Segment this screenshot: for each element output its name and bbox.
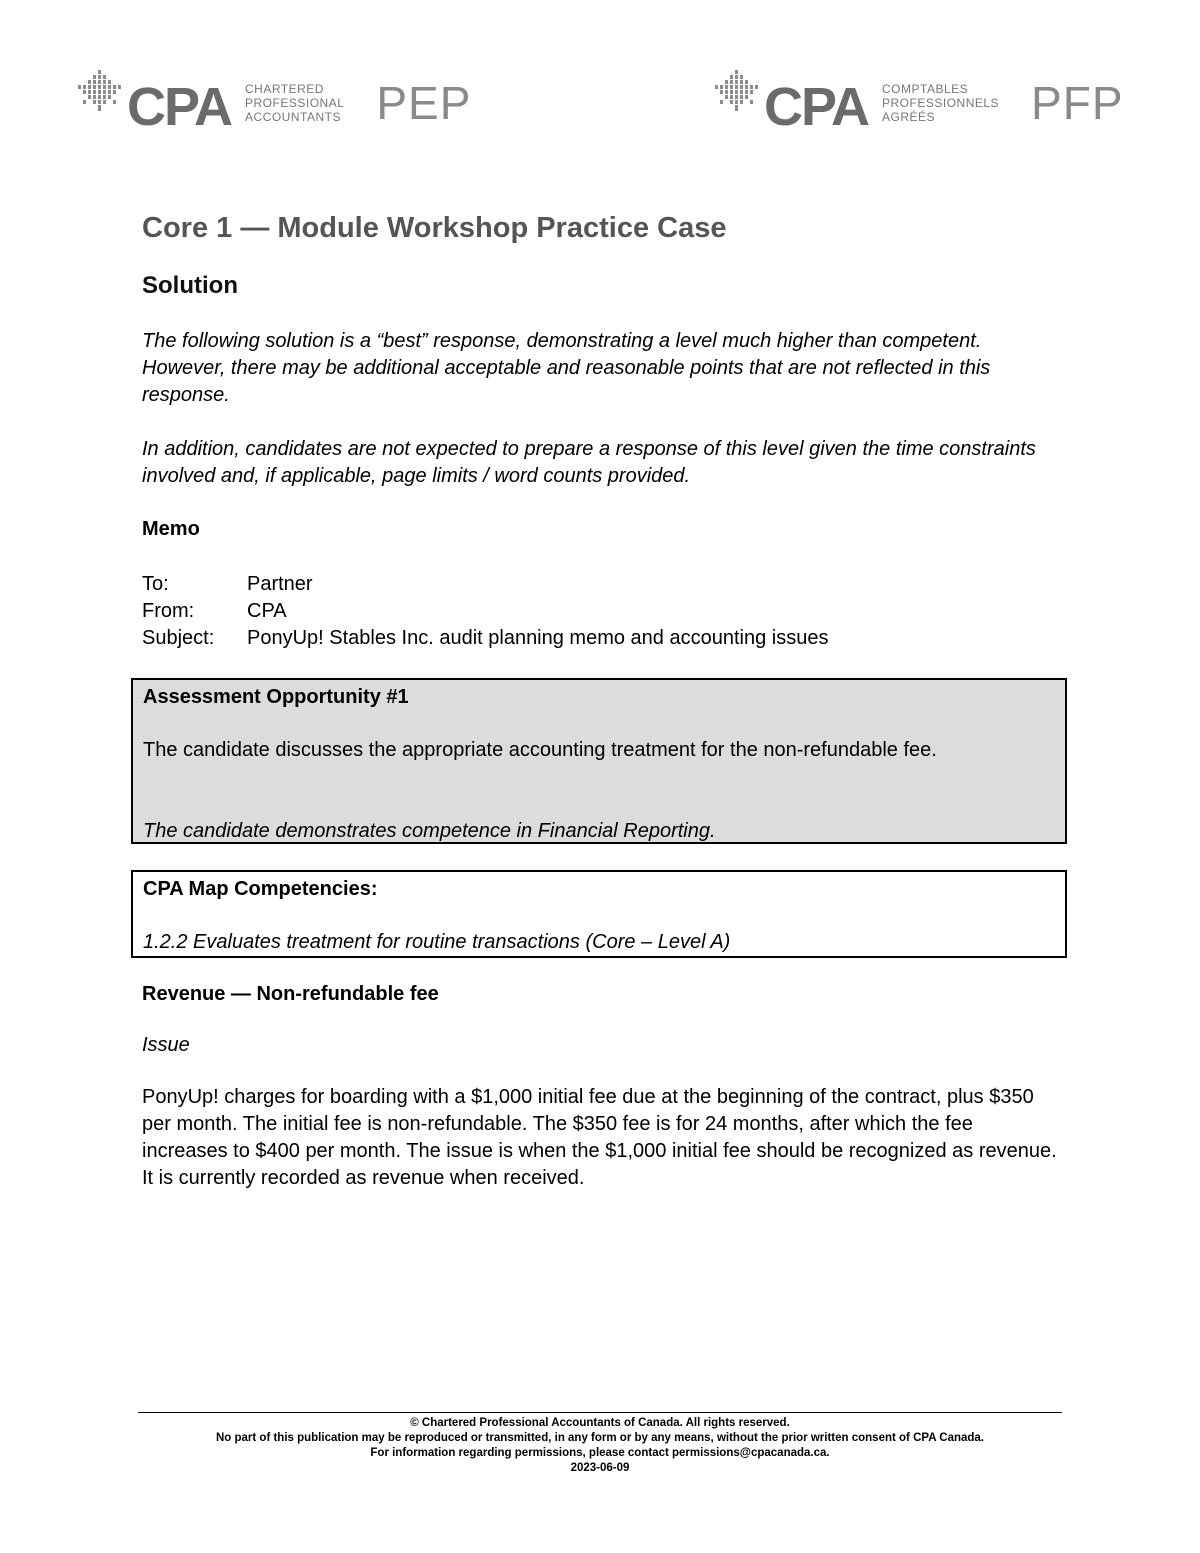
maple-leaf-icon (75, 68, 125, 128)
cpa-wordmark: CPA (127, 77, 232, 137)
footer-date: 2023-06-09 (570, 1462, 630, 1474)
memo-from-row (142, 598, 287, 625)
logo-tagline: COMPTABLES PROFESSIONNELS AGRÉÉS (882, 82, 1000, 124)
memo-from-label: From: (142, 600, 195, 622)
competencies-title: CPA Map Competencies: (143, 878, 378, 900)
assessment-competence: The candidate demonstrates competence in Financial Reporting. (143, 820, 716, 842)
page-subtitle: Solution (142, 272, 238, 299)
assessment-body: The candidate discusses the appropriate accounting treatment for the non-refundable fee. (143, 739, 937, 761)
footer-permissions: For information regarding permissions, please contact permissions@cpacanada.ca. (370, 1447, 830, 1459)
footer-copyright: © Chartered Professional Accountants of Canada. All rights reserved. (410, 1417, 790, 1429)
issue-text: PonyUp! charges for boarding with a $1,000 initial fee due at the beginning of the contract, plus $350 per month. The initial fee is non-refundable. The $350 fee is for 24 months, after which the fee increases to $400 per month. The issue is when the $1,000 initial fee should be recognized as revenue. It is currently recorded as revenue when received. (142, 1086, 1057, 1189)
maple-leaf-icon (712, 68, 762, 128)
page-title: Core 1 — Module Workshop Practice Case (142, 212, 727, 244)
logo-tagline: CHARTERED PROFESSIONAL ACCOUNTANTS (245, 82, 345, 124)
footer-notice: No part of this publication may be reproduced or transmitted, in any form or by any means, without the prior written consent of CPA Canada. (215, 1432, 985, 1444)
issue-label: Issue (142, 1034, 190, 1056)
intro-paragraph-2: In addition, candidates are not expected to prepare a response of this level given the time constraints involved and, if applicable, page limits / word counts provided. (142, 438, 1036, 487)
competencies-item: 1.2.2 Evaluates treatment for routine transactions (Core – Level A) (143, 931, 731, 953)
memo-subject-label: Subject: (142, 627, 215, 649)
assessment-title: Assessment Opportunity #1 (143, 686, 409, 708)
memo-subject-value: PonyUp! Stables Inc. audit planning memo and accounting issues (247, 627, 829, 649)
cpa-pep-logo (75, 58, 471, 138)
assessment-opportunity-box (131, 678, 1067, 844)
memo-to-value: Partner (247, 573, 313, 595)
memo-to-label: To: (142, 573, 169, 595)
footer (100, 1416, 1100, 1476)
competencies-box (131, 870, 1067, 958)
cpa-pfp-logo (712, 58, 1124, 138)
program-label: PFP (1031, 77, 1124, 129)
memo-subject-row (142, 625, 828, 652)
memo-from-value: CPA (247, 600, 287, 622)
section-heading: Revenue — Non-refundable fee (142, 983, 439, 1005)
memo-to-row (142, 571, 313, 598)
memo-heading: Memo (142, 518, 200, 540)
program-label: PEP (376, 77, 472, 129)
intro-paragraph: The following solution is a “best” response, demonstrating a level much higher than competent. However, there may be additional acceptable and reasonable points that are not reflected in this response. (142, 330, 991, 406)
footer-divider (138, 1412, 1062, 1413)
cpa-wordmark: CPA (764, 77, 869, 137)
